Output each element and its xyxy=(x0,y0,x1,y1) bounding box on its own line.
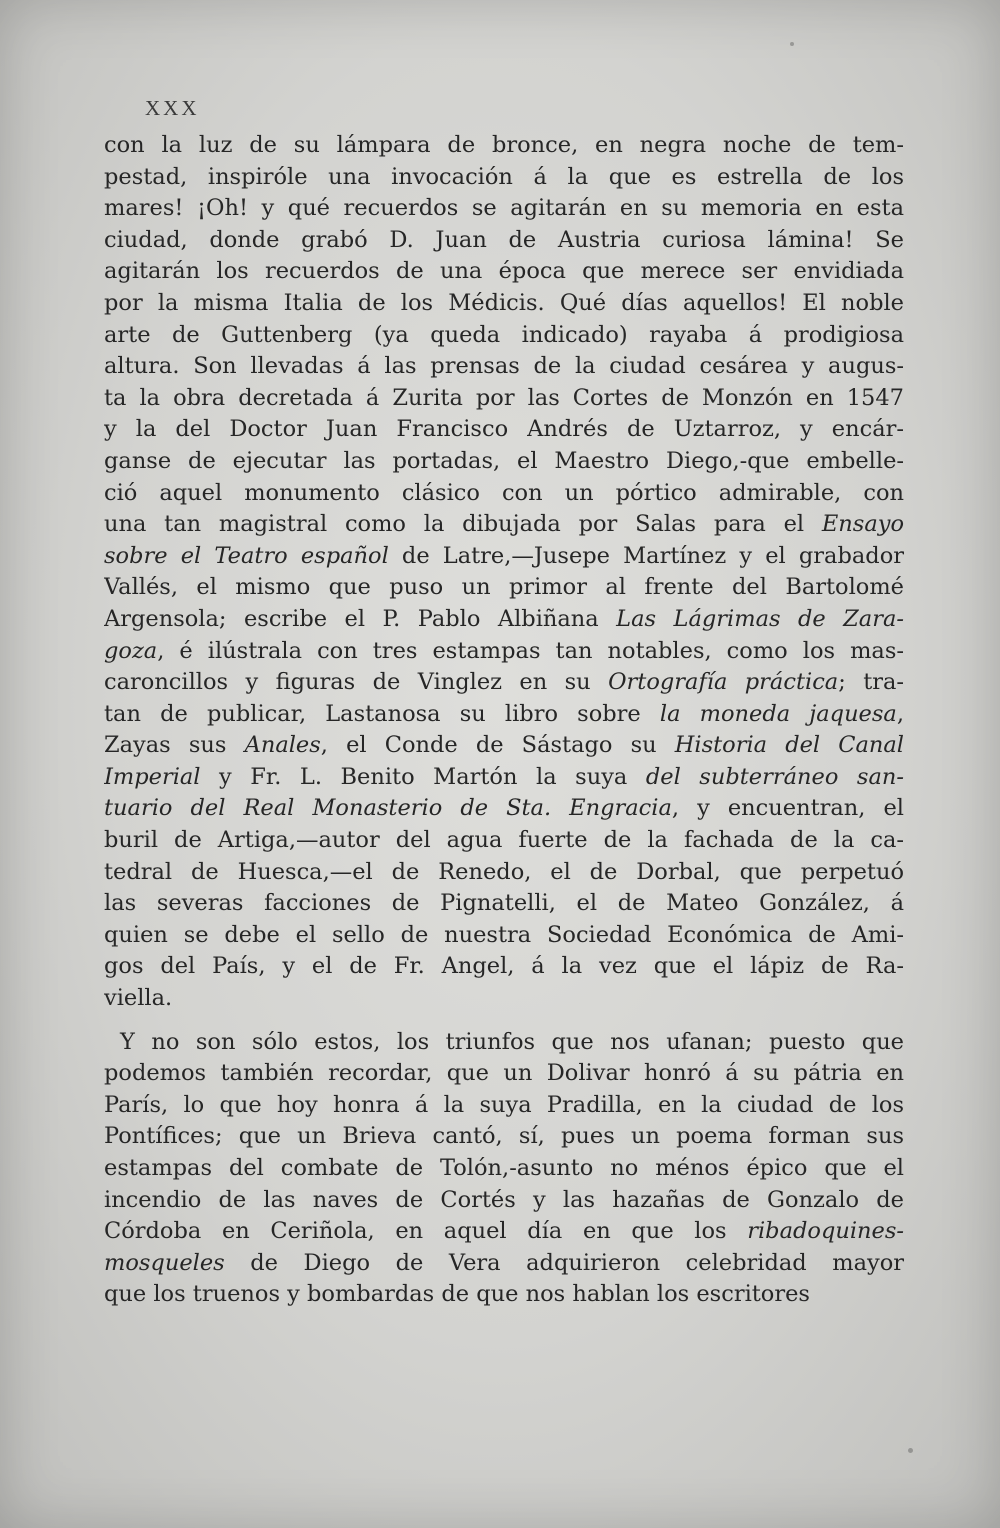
text-run: mares! ¡Oh! y qué recuerdos se agitarán en su memoria en esta xyxy=(104,195,904,222)
text-run: por la misma Italia de los Médicis. Qué días aquellos! El noble xyxy=(104,289,904,316)
text-run: Córdoba en Ceriñola, en aquel día en que los xyxy=(104,1218,748,1245)
text-line xyxy=(104,320,904,352)
italic-text: sobre el Teatro español xyxy=(104,542,389,569)
text-line xyxy=(104,162,904,194)
text-run: una tan magistral como la dibujada por Salas para el xyxy=(104,511,822,538)
text-line xyxy=(104,130,904,162)
text-run: altura. Son llevadas á las prensas de la ciudad cesárea y augus- xyxy=(104,353,904,380)
text-line xyxy=(104,857,904,889)
text-run: tedral de Huesca,—el de Renedo, el de Dorbal, que perpetuó xyxy=(104,858,904,885)
italic-text: Imperial xyxy=(104,763,201,790)
paper-speck xyxy=(790,42,794,46)
text-line xyxy=(104,730,904,762)
text-line xyxy=(104,509,904,541)
text-line xyxy=(104,1279,904,1311)
text-line xyxy=(104,541,904,573)
italic-text: Anales xyxy=(244,732,321,759)
text-line xyxy=(104,225,904,257)
text-line xyxy=(104,351,904,383)
text-run: con la luz de su lámpara de bronce, en negra noche de tem- xyxy=(104,132,904,158)
page-number: XXX xyxy=(145,96,200,120)
text-line xyxy=(104,256,904,288)
paper-speck xyxy=(908,1448,913,1453)
italic-text: mosqueles xyxy=(104,1249,225,1276)
italic-text: la moneda jaquesa xyxy=(659,700,897,727)
text-line xyxy=(104,604,904,636)
text-run: Zayas sus xyxy=(104,732,245,759)
paragraph xyxy=(104,130,904,1015)
text-line xyxy=(104,1121,904,1153)
text-run: ; tra- xyxy=(838,669,904,696)
text-run: Pontífices; que un Brieva cantó, sí, pues un poema forman sus xyxy=(104,1123,904,1150)
text-run: de Latre,—Jusepe Martínez y el grabador xyxy=(388,542,904,569)
text-run: incendio de las naves de Cortés y las hazañas de Gonzalo de xyxy=(104,1186,904,1213)
text-run: Argensola; escribe el P. Pablo Albiñana xyxy=(104,605,617,632)
text-run: ció aquel monumento clásico con un pórtico admirable, con xyxy=(104,479,904,506)
italic-text: Ensayo xyxy=(821,511,904,538)
text-line xyxy=(104,288,904,320)
text-line xyxy=(104,920,904,952)
text-line xyxy=(104,699,904,731)
text-line xyxy=(104,667,904,699)
text-run: ta la obra decretada á Zurita por las Cortes de Monzón en 1547 xyxy=(104,384,904,411)
italic-text: tuario del Real Monasterio de Sta. Engracia xyxy=(104,795,672,822)
text-line xyxy=(104,478,904,510)
text-run: que los truenos y bombardas de que nos hablan los escritores xyxy=(104,1281,810,1308)
text-line xyxy=(104,951,904,983)
text-run: pestad, inspiróle una invocación á la que es estrella de los xyxy=(104,163,904,190)
text-run: Vallés, el mismo que puso un primor al frente del Bartolomé xyxy=(104,574,904,601)
text-run: quien se debe el sello de nuestra Sociedad Económica de Ami- xyxy=(104,921,904,948)
text-line xyxy=(104,572,904,604)
text-line xyxy=(104,383,904,415)
text-run: agitarán los recuerdos de una época que merece ser envidiada xyxy=(104,258,904,285)
italic-text: Historia del Canal xyxy=(674,732,904,759)
text-line xyxy=(104,1248,904,1280)
text-run: viella. xyxy=(104,985,173,1012)
text-run: tan de publicar, Lastanosa su libro sobre xyxy=(104,700,660,727)
text-run: París, lo que hoy honra á la suya Pradilla, en la ciudad de los xyxy=(104,1091,904,1118)
text-run: , xyxy=(896,700,904,727)
text-line xyxy=(104,414,904,446)
text-line xyxy=(104,193,904,225)
text-line xyxy=(104,636,904,668)
text-run: podemos también recordar, que un Dolivar honró á su pátria en xyxy=(104,1060,904,1087)
text-run: ciudad, donde grabó D. Juan de Austria curiosa lámina! Se xyxy=(104,226,904,253)
text-line xyxy=(104,762,904,794)
text-run: , y encuentran, el xyxy=(671,795,904,822)
text-run: Y no son sólo estos, los triunfos que nos ufanan; puesto que xyxy=(120,1028,904,1055)
text-run: de Diego de Vera adquirieron celebridad mayor xyxy=(224,1249,904,1276)
text-line xyxy=(104,1153,904,1185)
text-line xyxy=(104,1216,904,1248)
text-run: las severas facciones de Pignatelli, el de Mateo González, á xyxy=(104,890,904,917)
text-line xyxy=(104,1058,904,1090)
text-line xyxy=(104,1090,904,1122)
text-run: estampas del combate de Tolón,-asunto no ménos épico que el xyxy=(104,1155,904,1181)
text-run: y la del Doctor Juan Francisco Andrés de Uztarroz, y encár- xyxy=(104,416,904,443)
paragraph xyxy=(104,1027,904,1311)
text-line xyxy=(104,825,904,857)
text-run: gos del País, y el de Fr. Angel, á la vez que el lápiz de Ra- xyxy=(104,953,904,980)
text-line xyxy=(104,446,904,478)
text-line xyxy=(104,983,904,1015)
text-line xyxy=(104,888,904,920)
italic-text: del subterráneo san- xyxy=(645,763,904,790)
italic-text: Las Lágrimas de Zara- xyxy=(616,605,904,632)
text-run: caroncillos y figuras de Vinglez en su xyxy=(104,669,609,696)
text-run: , el Conde de Sástago su xyxy=(320,732,675,759)
italic-text: goza xyxy=(104,637,158,664)
text-run: arte de Guttenberg (ya queda indicado) rayaba á prodigiosa xyxy=(104,321,904,348)
text-run: ganse de ejecutar las portadas, el Maestro Diego,-que embelle- xyxy=(104,447,904,474)
text-line xyxy=(104,1027,904,1059)
text-run: y Fr. L. Benito Martón la suya xyxy=(200,763,646,790)
text-line xyxy=(104,793,904,825)
text-run: , é ilústrala con tres estampas tan notables, como los mas- xyxy=(157,637,904,664)
italic-text: Ortografía práctica xyxy=(608,669,839,696)
text-line xyxy=(104,1185,904,1217)
italic-text: ribadoquines- xyxy=(747,1218,904,1245)
text-run: buril de Artiga,—autor del agua fuerte de la fachada de la ca- xyxy=(104,827,904,854)
body-text xyxy=(104,130,904,1311)
